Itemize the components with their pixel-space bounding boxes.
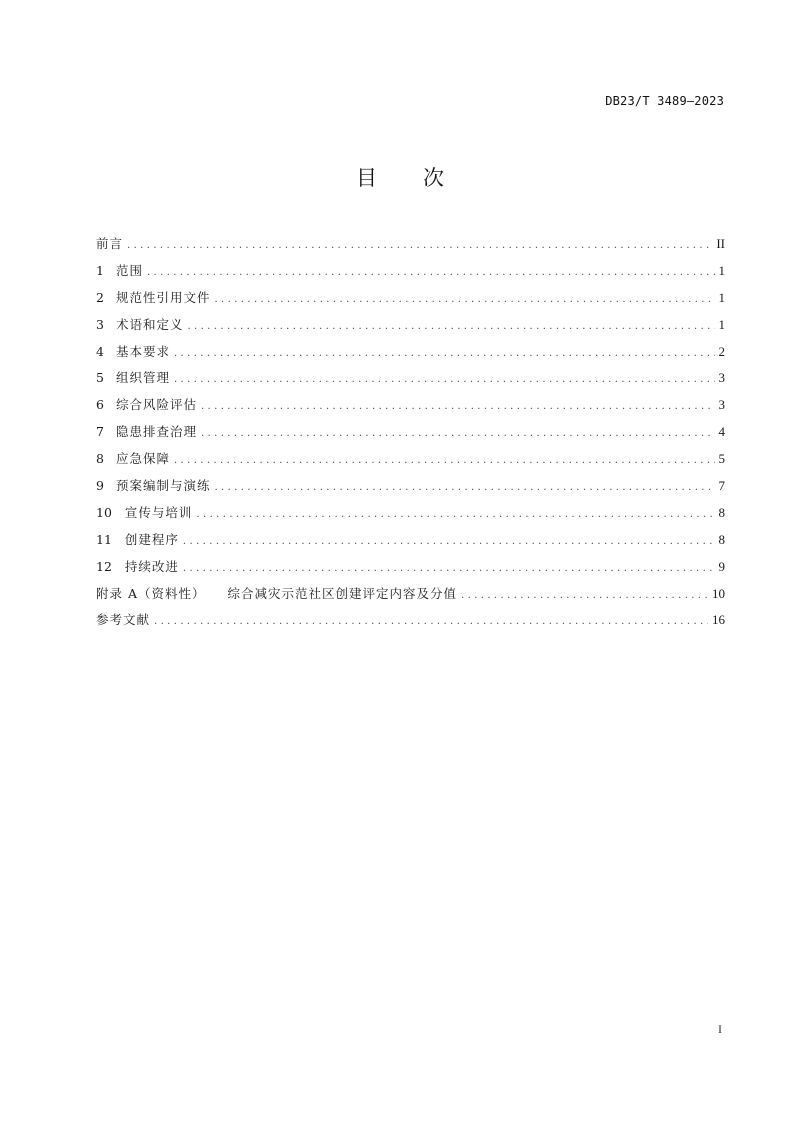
toc-section-number: 7	[96, 424, 104, 440]
toc-section-number: 6	[96, 397, 104, 413]
dot-leader	[187, 317, 714, 337]
toc-label: 参考文献	[96, 612, 151, 628]
toc-section-number: 5	[96, 370, 104, 386]
toc-page-number: 5	[718, 451, 725, 467]
dot-leader	[196, 505, 714, 525]
toc-section-number: 3	[96, 316, 104, 332]
toc-entry-6[interactable]	[96, 395, 725, 422]
title-char-2: 次	[423, 166, 444, 190]
toc-label: 创建程序	[124, 531, 179, 547]
toc-section-number: 1	[96, 262, 104, 278]
toc-section-number: 10	[96, 504, 112, 520]
toc-page-number: 2	[718, 343, 725, 359]
document-code: DB23/T 3489—2023	[605, 94, 724, 108]
toc-page-number: 3	[718, 370, 725, 386]
toc-entry-7[interactable]	[96, 422, 725, 449]
toc-label: 综合减灾示范社区创建评定内容及分值	[227, 585, 458, 601]
toc-entry-12[interactable]	[96, 557, 725, 584]
toc-page-number: 8	[718, 531, 725, 547]
toc-appendix-number: 附录 A（资料性）	[96, 585, 206, 601]
dot-leader	[174, 344, 715, 364]
toc-label: 前言	[96, 236, 124, 251]
toc-label: 宣传与培训	[124, 504, 193, 520]
toc-page-number: 1	[718, 316, 725, 332]
toc-entry-references[interactable]	[96, 610, 725, 637]
dot-leader	[214, 478, 714, 498]
toc-entry-foreword[interactable]	[96, 234, 725, 261]
toc-label: 综合风险评估	[115, 397, 197, 413]
toc-entry-9[interactable]	[96, 476, 725, 503]
toc-page-number: 1	[718, 289, 725, 305]
toc-page-number: II	[716, 236, 725, 251]
toc-entry-4[interactable]	[96, 342, 725, 369]
toc-section-number: 11	[96, 531, 112, 547]
toc-label: 预案编制与演练	[115, 478, 211, 494]
dot-leader	[201, 424, 715, 444]
toc-section-number: 8	[96, 451, 104, 467]
toc-section-number: 4	[96, 343, 104, 359]
toc-page-number: 9	[718, 558, 725, 574]
toc-entry-1[interactable]	[96, 261, 725, 288]
toc-label: 组织管理	[115, 370, 170, 386]
toc-entry-10[interactable]	[96, 503, 725, 530]
toc-section-number: 12	[96, 558, 112, 574]
toc-label: 范围	[115, 262, 143, 278]
toc-page-number: 7	[718, 478, 725, 494]
dot-leader	[214, 290, 714, 310]
toc-page-number: 4	[718, 424, 725, 440]
toc-entry-5[interactable]	[96, 368, 725, 395]
dot-leader	[174, 451, 715, 471]
toc-page-number: 3	[718, 397, 725, 413]
toc-page-number: 16	[712, 612, 725, 628]
toc-label: 术语和定义	[115, 316, 184, 332]
dot-leader	[201, 397, 715, 417]
toc-label: 持续改进	[124, 558, 179, 574]
toc-section-number: 9	[96, 478, 104, 494]
dot-leader	[154, 612, 708, 632]
dot-leader	[174, 370, 715, 390]
table-of-contents	[96, 234, 725, 637]
toc-entry-8[interactable]	[96, 449, 725, 476]
toc-page-number: 10	[712, 585, 725, 601]
toc-label: 基本要求	[115, 343, 170, 359]
toc-entry-11[interactable]	[96, 530, 725, 557]
toc-section-number: 2	[96, 289, 104, 305]
toc-page-number: 8	[718, 504, 725, 520]
dot-leader	[461, 586, 708, 606]
page-number: I	[718, 1022, 722, 1036]
toc-label: 隐患排查治理	[115, 424, 197, 440]
page-title	[0, 162, 800, 192]
dot-leader	[127, 236, 712, 256]
toc-label: 应急保障	[115, 451, 170, 467]
toc-label: 规范性引用文件	[115, 289, 211, 305]
toc-page-number: 1	[718, 262, 725, 278]
toc-entry-appendix-a[interactable]	[96, 584, 725, 611]
dot-leader	[183, 532, 715, 552]
toc-entry-2[interactable]	[96, 288, 725, 315]
dot-leader	[147, 263, 715, 283]
dot-leader	[183, 559, 715, 579]
title-char-1: 目	[356, 166, 377, 190]
toc-entry-3[interactable]	[96, 315, 725, 342]
